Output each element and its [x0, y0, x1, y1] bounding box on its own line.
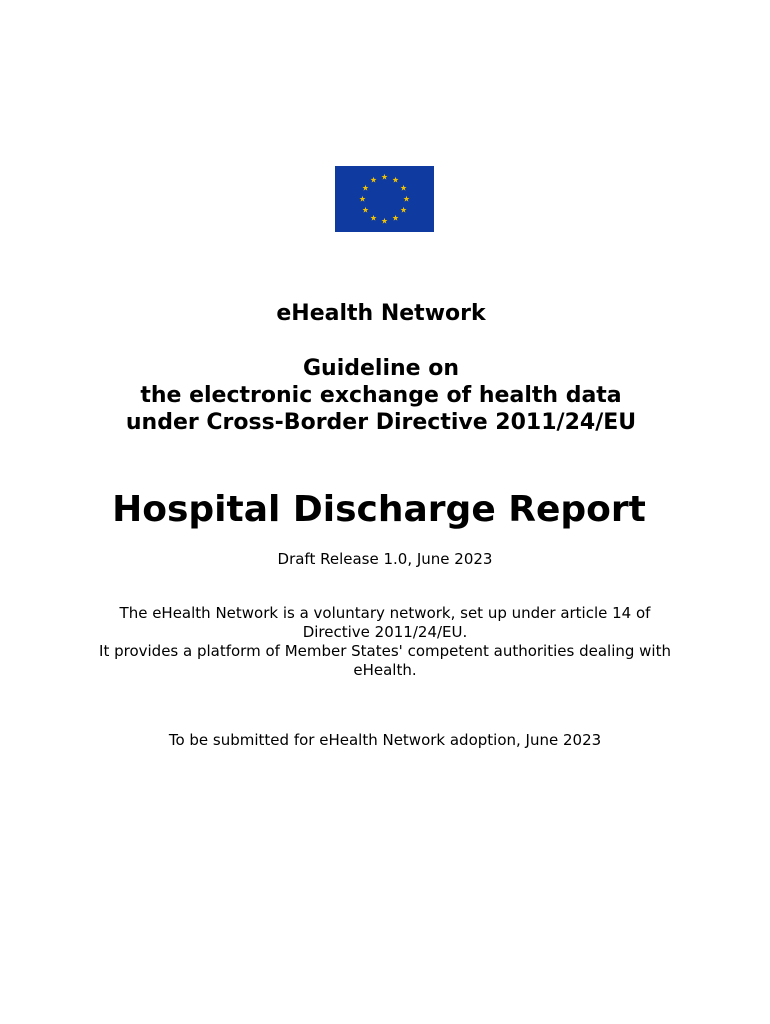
submission-note: To be submitted for eHealth Network adoption, June 2023: [168, 731, 602, 749]
guideline-line-2: the electronic exchange of health data: [140, 383, 622, 408]
organization-name: eHealth Network: [276, 301, 486, 326]
release-info: Draft Release 1.0, June 2023: [277, 550, 493, 568]
document-title: Hospital Discharge Report: [112, 489, 646, 530]
guideline-heading: [0, 355, 762, 436]
eu-flag-icon: [335, 166, 434, 232]
network-description: [90, 604, 680, 680]
guideline-line-1: Guideline on: [302, 356, 460, 381]
description-line-2: It provides a platform of Member States' competent authorities dealing with eHealth.: [99, 642, 671, 679]
guideline-line-3: under Cross-Border Directive 2011/24/EU: [125, 410, 637, 435]
description-line-1: The eHealth Network is a voluntary network, set up under article 14 of Directive 2011/24/EU.: [119, 604, 651, 641]
